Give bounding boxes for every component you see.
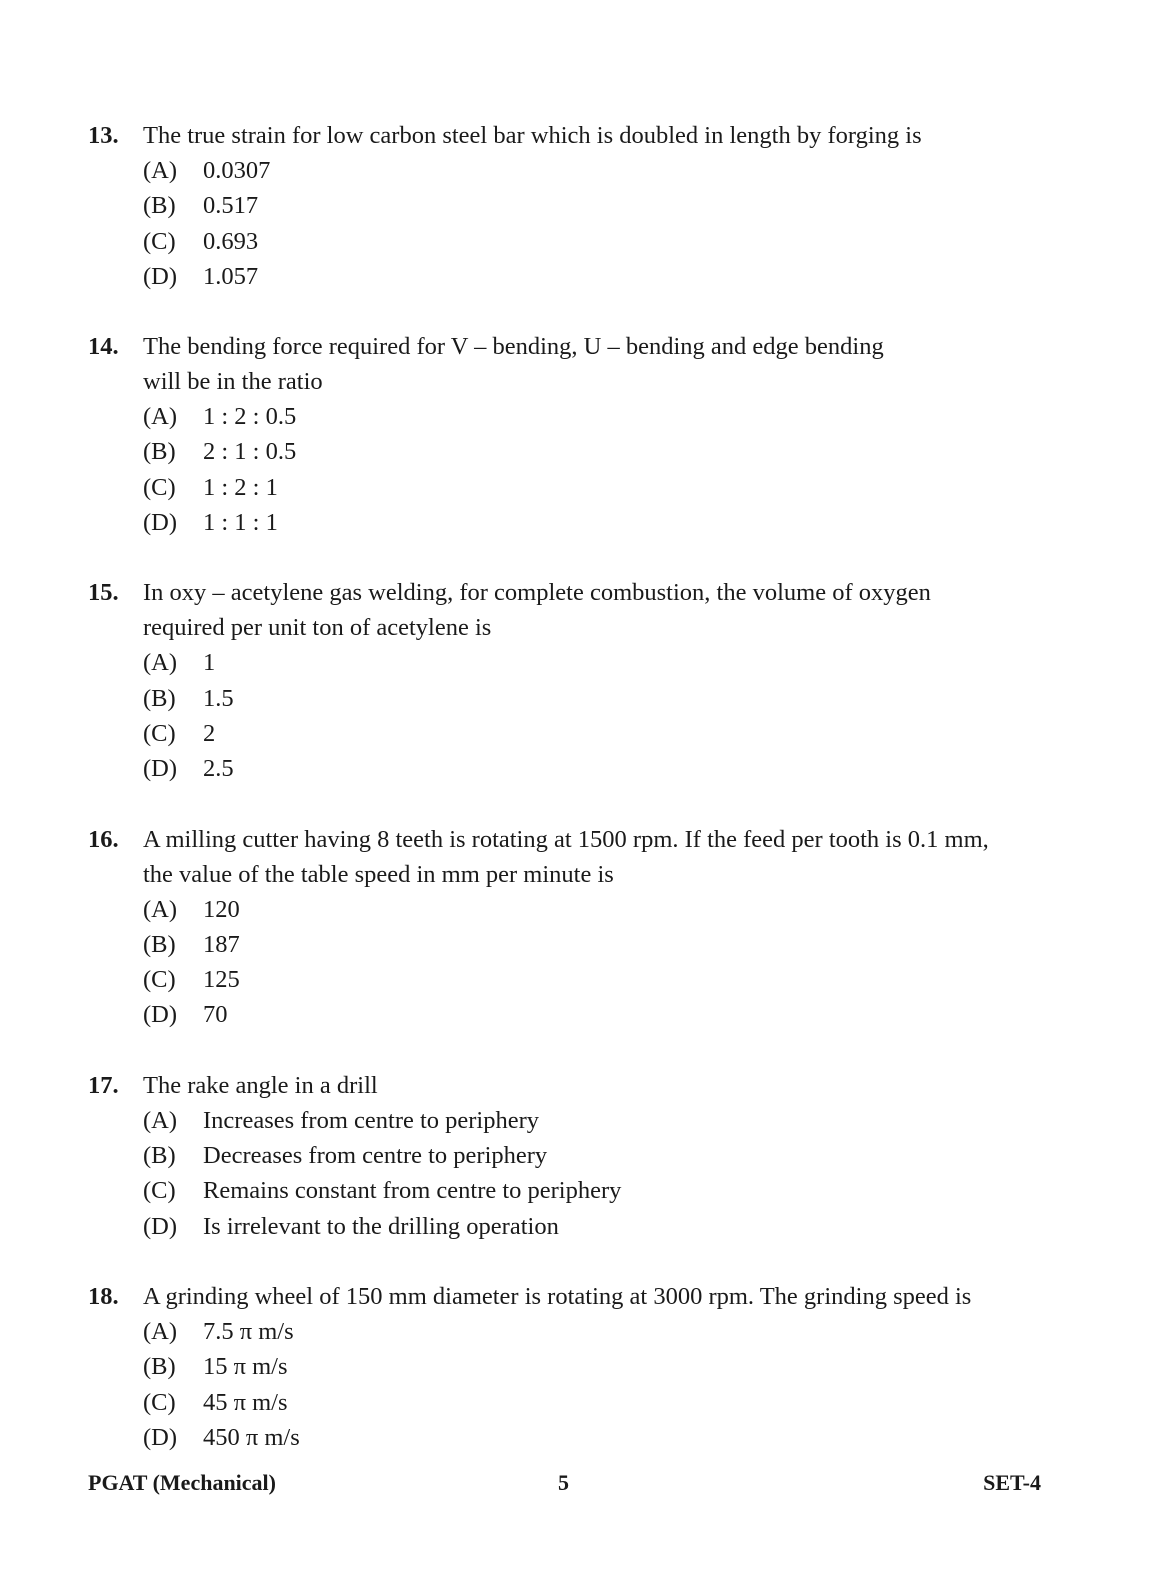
option xyxy=(143,681,1088,716)
option xyxy=(143,892,1088,927)
question-header xyxy=(88,118,1088,153)
option-list xyxy=(143,399,1088,540)
question-text: In oxy – acetylene gas welding, for complete combustion, the volume of oxygen required per unit ton of acetylene is xyxy=(143,579,931,642)
option-text: 0.0307 xyxy=(203,157,271,184)
option-label: (C) xyxy=(143,966,176,994)
option-label: (A) xyxy=(143,895,178,923)
option-text: 450 π m/s xyxy=(203,1423,300,1451)
question-number: 13. xyxy=(88,122,119,149)
option xyxy=(143,1103,1088,1138)
question xyxy=(88,329,1088,540)
option-list xyxy=(143,645,1088,786)
option-label: (C) xyxy=(143,719,176,747)
option xyxy=(143,399,1088,434)
option-label: (B) xyxy=(143,1353,176,1381)
option-text: 7.5 π m/s xyxy=(203,1317,294,1345)
option-text: Remains constant from centre to periphery xyxy=(203,1177,622,1205)
option xyxy=(143,434,1088,469)
option-list xyxy=(143,153,1088,294)
question-header xyxy=(88,329,1088,399)
option xyxy=(143,153,1088,188)
option-list xyxy=(143,1314,1088,1455)
question-header xyxy=(88,1068,1088,1103)
question-text: A milling cutter having 8 teeth is rotating at 1500 rpm. If the feed per tooth is 0.1 mm, the value of the table speed in mm per minute is xyxy=(143,825,989,888)
option xyxy=(143,259,1088,294)
option-label: (D) xyxy=(143,755,178,783)
option xyxy=(143,997,1088,1032)
option xyxy=(143,751,1088,786)
footer-exam-title: PGAT (Mechanical) xyxy=(88,1470,276,1495)
option-text: 0.517 xyxy=(203,192,259,220)
option-text: 0.693 xyxy=(203,227,259,255)
option-text: 2 xyxy=(203,719,216,747)
option-text: 1 xyxy=(203,649,216,677)
option-text: Increases from centre to periphery xyxy=(203,1106,540,1134)
option xyxy=(143,962,1088,997)
option-text: 2.5 xyxy=(203,755,234,783)
question-text: The true strain for low carbon steel bar which is doubled in length by forging is xyxy=(143,122,922,149)
option-label: (A) xyxy=(143,649,178,677)
question-header xyxy=(88,822,1088,892)
option-text: 70 xyxy=(203,1001,228,1029)
option-text: 2 : 1 : 0.5 xyxy=(203,438,297,466)
question-text: A grinding wheel of 150 mm diameter is rotating at 3000 rpm. The grinding speed is xyxy=(143,1282,972,1310)
option-text: Decreases from centre to periphery xyxy=(203,1142,548,1170)
question-number: 16. xyxy=(88,825,119,853)
option-label: (A) xyxy=(143,403,178,431)
option xyxy=(143,470,1088,505)
option-label: (B) xyxy=(143,930,176,958)
option xyxy=(143,716,1088,751)
option-text: 1 : 2 : 1 xyxy=(203,473,278,501)
option xyxy=(143,1349,1088,1384)
question-number: 14. xyxy=(88,333,119,361)
option xyxy=(143,1385,1088,1420)
option-text: Is irrelevant to the drilling operation xyxy=(203,1212,559,1240)
option xyxy=(143,224,1088,259)
option-label: (B) xyxy=(143,1142,176,1170)
option-label: (D) xyxy=(143,262,178,290)
option-text: 120 xyxy=(203,895,240,923)
option-list xyxy=(143,892,1088,1033)
option xyxy=(143,645,1088,680)
question xyxy=(88,575,1088,786)
question-number: 15. xyxy=(88,579,119,607)
option-text: 1 : 2 : 0.5 xyxy=(203,403,297,431)
option xyxy=(143,927,1088,962)
option-text: 125 xyxy=(203,966,240,994)
page-footer xyxy=(88,1470,1041,1500)
option-label: (A) xyxy=(143,157,178,184)
option xyxy=(143,188,1088,223)
option-label: (A) xyxy=(143,1106,178,1134)
option-text: 1 : 1 : 1 xyxy=(203,509,278,537)
option-list xyxy=(143,1103,1088,1244)
option-label: (B) xyxy=(143,438,176,466)
question-number: 17. xyxy=(88,1071,119,1099)
question xyxy=(88,822,1088,1033)
option-text: 1.057 xyxy=(203,262,259,290)
option-label: (B) xyxy=(143,192,176,220)
question-header xyxy=(88,575,1088,645)
option-label: (C) xyxy=(143,1388,176,1416)
option xyxy=(143,1209,1088,1244)
question-text: The bending force required for V – bending, U – bending and edge bending will be in the ratio xyxy=(143,333,884,396)
option-text: 1.5 xyxy=(203,684,234,712)
option xyxy=(143,505,1088,540)
option xyxy=(143,1173,1088,1208)
question xyxy=(88,118,1088,294)
option-label: (C) xyxy=(143,227,176,255)
option-label: (C) xyxy=(143,473,176,501)
page-number: 5 xyxy=(558,1470,569,1495)
footer-set-label: SET-4 xyxy=(983,1470,1041,1495)
option-label: (D) xyxy=(143,509,178,537)
option-label: (D) xyxy=(143,1001,178,1029)
question-header xyxy=(88,1279,1088,1314)
question-list xyxy=(88,118,1088,1490)
question-text: The rake angle in a drill xyxy=(143,1071,378,1099)
option xyxy=(143,1420,1088,1455)
option-text: 15 π m/s xyxy=(203,1353,288,1381)
option-text: 187 xyxy=(203,930,240,958)
option-label: (D) xyxy=(143,1212,178,1240)
question xyxy=(88,1279,1088,1455)
option xyxy=(143,1314,1088,1349)
question xyxy=(88,1068,1088,1244)
option-label: (B) xyxy=(143,684,176,712)
option-text: 45 π m/s xyxy=(203,1388,288,1416)
question-number: 18. xyxy=(88,1282,119,1310)
option-label: (A) xyxy=(143,1317,178,1345)
option xyxy=(143,1138,1088,1173)
option-label: (C) xyxy=(143,1177,176,1205)
option-label: (D) xyxy=(143,1423,178,1451)
